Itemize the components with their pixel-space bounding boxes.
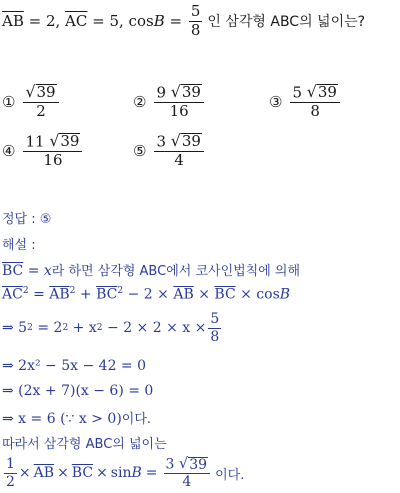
solution-line-6: ⇒ x = 6 (∵ x > 0)이다. [2,411,152,427]
area-fraction: 3 √ 39 4 [164,457,211,490]
solution-line-1: $\overline{BC} = x$라 하면 삼각형 ABC에서 코사인법칙에 의해 [2,263,301,279]
solution-line-5: ⇒ (2x + 7)(x − 6) = 0 [2,383,154,399]
equals: = [164,12,187,30]
cos-numerator: 5 [190,1,201,20]
option-1-fraction: √ 39 2 [23,84,58,120]
option-5-fraction: 3 √ 39 4 [154,133,203,169]
option-3-mark: ③ [269,92,283,111]
sqrt-icon: √ 39 [170,131,201,151]
option-4[interactable] [2,133,84,169]
option-5-mark: ⑤ [133,141,147,160]
solution-line-3-fraction: $\frac{5}{8}$ [210,310,220,345]
solution-line-7: 따라서 삼각형 ABC의 넓이는 [2,437,167,452]
half-fraction: $\frac{1}{2}$ [6,455,15,490]
segment-ab: $\overline{AB}$ [2,12,24,30]
solution-line-4: ⇒ 2x² − 5x − 42 = 0 [2,358,147,374]
solution-line-8: $\frac{1}{2}$ × $\overline{AB}$ × $\overline{BC}$ × sin B = 3 √ 39 4 이다. [6,454,245,490]
solution-line-2: $\overline{AC}^2 = \overline{AB}^2 + \overline{BC}^2 - 2 \times \overline{AB} \times \overline{BC} \times \cos B$ [2,286,291,303]
option-3-fraction: 5 √ 39 8 [290,84,339,120]
option-3[interactable] [269,84,342,120]
sqrt-icon: √ 39 [178,454,208,473]
sqrt-icon: √ 39 [306,82,337,102]
option-2[interactable] [133,84,206,120]
sqrt-icon: √ 39 [170,82,201,102]
option-1[interactable] [2,84,61,120]
option-4-mark: ④ [2,141,16,160]
ab-value: = 2, [23,12,66,30]
angle-b: B [153,12,165,30]
explanation-label: 해설 : [2,238,36,253]
cos-fraction [189,1,203,39]
option-2-fraction: 9 √ 39 16 [154,84,203,120]
answer-label: 정답 : ⑤ [2,212,52,227]
solution-line-3: ⇒ 5 2 = 2 2 + x 2 − 2 × 2 × x × $\frac{5}{8}$ [2,310,220,345]
option-2-mark: ② [133,92,147,111]
segment-ac: $\overline{AC}$ [65,12,88,30]
option-1-mark: ① [2,92,16,111]
cos-denominator: 8 [190,20,201,39]
sqrt-icon: √ 39 [49,131,80,151]
cos-label: cos [128,12,154,30]
ac-value: = 5, [87,12,129,30]
sqrt-icon: √ 39 [25,82,56,102]
option-4-fraction: 11 √ 39 16 [23,133,82,169]
question-tail: 인 삼각형 ABC의 넓이는? [207,14,366,30]
question-line [2,1,366,39]
option-5[interactable] [133,133,206,169]
